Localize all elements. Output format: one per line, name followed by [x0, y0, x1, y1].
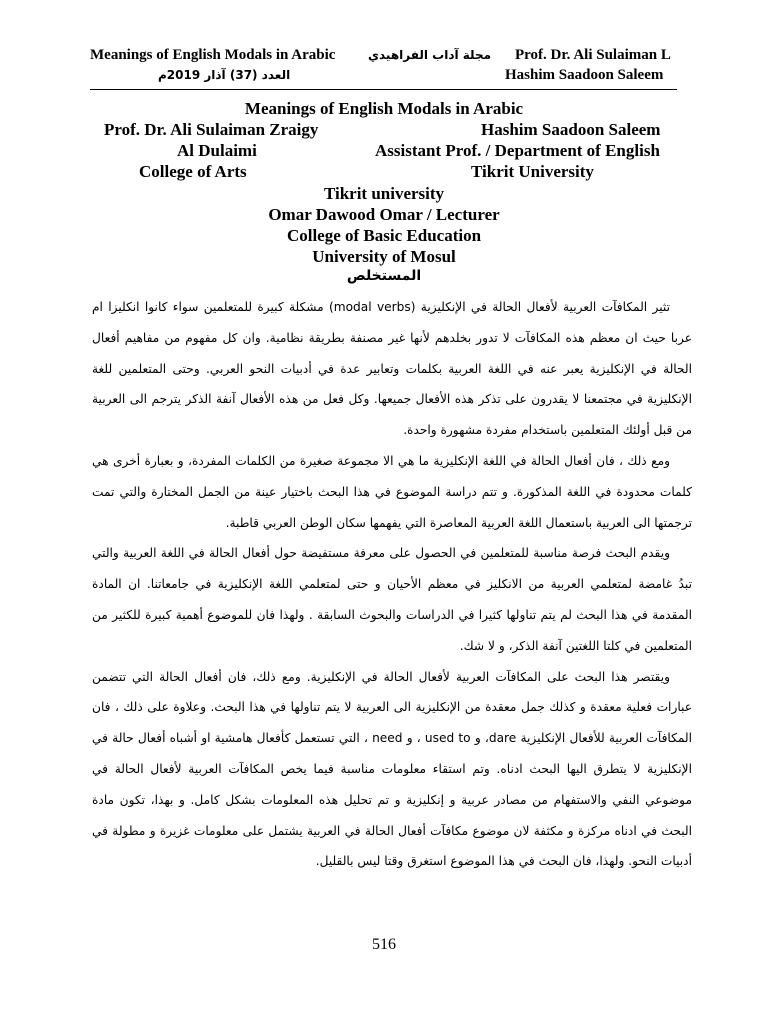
abstract-body [92, 292, 692, 877]
author-2-name: Hashim Saadoon Saleem [481, 120, 661, 139]
author-2-university: Tikrit University [471, 162, 594, 181]
author-1-college: College of Arts [139, 162, 247, 181]
author-1-university: Tikrit university [323, 184, 445, 203]
author-3-university: University of Mosul [312, 247, 456, 266]
abstract-paragraph: ويقدم البحث فرصة مناسبة للمتعلمين في الحصول على معرفة مستفيضة حول أفعال الحالة في اللغة العربية والتي تبدُ غامضة لمتعلمي العربية من الانكليز في معظم الأحيان و حتى لمتعلمي اللغة الإنكليزية في جامعاتنا. ان المادة المقدمة في هذا البحث لم يتم تناولها كثيرا في الدراسات والبحوث السابقة . ولهذا فان للموضوع أهمية كبيرة للكثير من المتعلمين في كلتا اللغتين آنفة الذكر، و لا شك. [92, 546, 692, 653]
author-2-title: Assistant Prof. / Department of English [375, 141, 660, 160]
abstract-paragraph: تثير المكافآت العربية لأفعال الحالة في الإنكليزية (modal verbs) مشكلة كبيرة للمتعلمين سواء كانوا انكليزا ام عربا حيث ان معظم هذه المكافآت لا تدور بخلدهم لأنها غير مصنفة بطريقة نظامية. وان كل مفهوم من مفاهيم أفعال الحالة في الإنكليزية يعبر عنه في اللغة العربية بكلمات وتعابير عدة في أدبيات النحو العربي. وحتى المتعلمين للغة الإنكليزية في مجتمعنا لا يقدرون على تذكر هذه الأفعال جميعها. وكل فعل من هذه الأفعال آنفة الذكر يترجم الى العربية من قبل أولئك المتعلمين باستخدام مفردة مشهورة واحدة. [92, 300, 692, 438]
running-header-issue: العدد (37) آذار 2019م [158, 68, 291, 82]
running-header-coauthor: Hashim Saadoon Saleem [505, 67, 664, 83]
header-divider [90, 89, 677, 90]
running-header-journal-arabic: مجلة آداب الفراهيدي [368, 48, 492, 62]
author-3-college: College of Basic Education [286, 226, 482, 245]
abstract-heading: المستخلص [346, 268, 422, 284]
running-header-journal: Meanings of English Modals in Arabic [90, 47, 336, 63]
author-3-name: Omar Dawood Omar / Lecturer [268, 205, 500, 224]
author-1-name: Prof. Dr. Ali Sulaiman Zraigy [104, 120, 319, 139]
author-1-surname: Al Dulaimi [177, 141, 257, 160]
paper-title: Meanings of English Modals in Arabic [244, 99, 524, 118]
running-header-author: Prof. Dr. Ali Sulaiman L [515, 47, 671, 63]
page-number: 516 [372, 936, 396, 953]
abstract-paragraph: ومع ذلك ، فان أفعال الحالة في اللغة الإنكليزية ما هي الا مجموعة صغيرة من الكلمات المفردة، و بعبارة أخرى هي كلمات محدودة في اللغة المذكورة. و تتم دراسة الموضوع في هذا البحث باختيار عينة من الجمل المختارة والتي تمت ترجمتها الى العربية باستعمال اللغة العربية المعاصرة التي يفهمها سكان الوطن العربي قاطبة. [92, 453, 692, 530]
abstract-paragraph: ويقتصر هذا البحث على المكافآت العربية لأفعال الحالة في الإنكليزية. ومع ذلك، فان أفعال الحالة التي تتضمن عبارات فعلية معقدة و كذلك جمل معقدة من الإنكليزية الى العربية لا يتم تناولها في هذا البحث. وعلاوة على ذلك ، فان المكافآت العربية للأفعال الإنكليزية dare، و used to ، و need ، التي تستعمل كأفعال هامشية او أشباه أفعال حالة في الإنكليزية لا يتطرق اليها البحث ادناه. وتم استقاء معلومات مناسبة فيما يخص المكافآت العربية لأفعال الحالة في موضوعي النفي والاستفهام من مصادر عربية و إنكليزية و تم تحليل هذه المعلومات بشكل كامل. و بهذا، تكون مادة البحث في ادناه مركزة و مكثفة لان موضوع مكافآت أفعال الحالة في العربية يشتمل على معلومات غزيرة و مطولة في أدبيات النحو. ولهذا، فان البحث في هذا الموضوع استغرق وقتا ليس بالقليل. [92, 669, 692, 869]
